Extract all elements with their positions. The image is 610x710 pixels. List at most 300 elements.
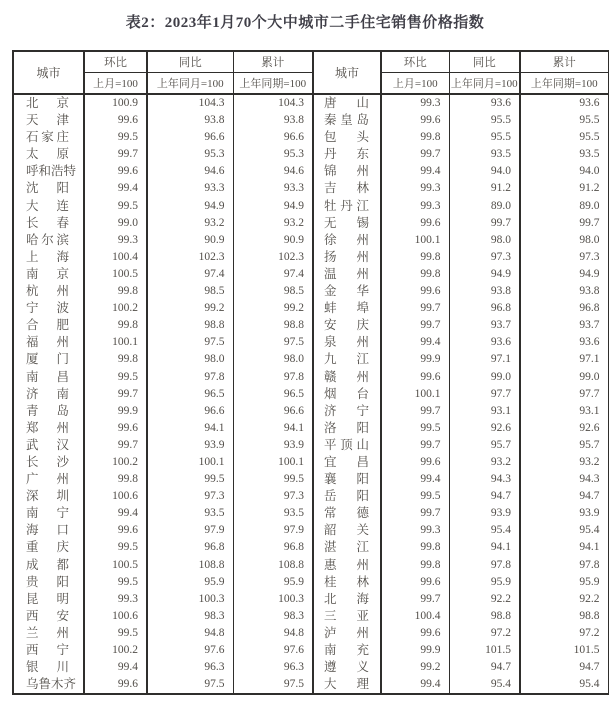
value-cell: 99.6 xyxy=(381,283,449,300)
value-cell: 101.5 xyxy=(573,644,600,656)
table-row xyxy=(13,454,608,471)
table-row xyxy=(13,471,608,488)
value-cell: 93.1 xyxy=(449,403,520,420)
city-cell: 湛江 xyxy=(313,539,381,556)
value-cell: 99.6 xyxy=(84,522,147,539)
value-cell: 100.1 xyxy=(84,334,147,351)
value-cell: 94.9 xyxy=(233,198,313,215)
table-row xyxy=(13,659,608,676)
value-cell: 96.5 xyxy=(233,386,313,403)
city-cell: 郑州 xyxy=(13,420,84,437)
value-cell: 96.3 xyxy=(233,659,313,676)
value-cell: 94.9 xyxy=(579,267,600,280)
value-cell: 99.5 xyxy=(84,129,147,146)
value-cell: 99.5 xyxy=(84,574,147,591)
value-cell: 95.4 xyxy=(449,522,520,539)
value-cell: 97.9 xyxy=(147,522,233,539)
city-cell: 徐州 xyxy=(313,232,381,249)
value-cell: 104.3 xyxy=(233,94,313,112)
value-cell: 89.0 xyxy=(449,198,520,215)
value-cell: 98.8 xyxy=(233,317,313,334)
value-cell: 95.7 xyxy=(579,438,600,451)
table-header xyxy=(13,51,608,94)
value-cell: 97.4 xyxy=(147,266,233,283)
value-cell: 100.2 xyxy=(84,300,147,317)
city-cell: 烟台 xyxy=(313,386,381,403)
value-cell: 97.1 xyxy=(449,351,520,368)
city-cell: 济南 xyxy=(13,386,84,403)
city-cell: 重庆 xyxy=(13,539,84,556)
value-cell: 94.9 xyxy=(147,198,233,215)
value-cell: 94.1 xyxy=(233,420,313,437)
table-row xyxy=(13,539,608,556)
value-cell: 104.3 xyxy=(147,94,233,112)
value-cell: 99.4 xyxy=(84,505,147,522)
city-cell: 沈阳 xyxy=(13,180,84,197)
city-cell: 遵义 xyxy=(313,659,381,676)
value-cell: 99.9 xyxy=(381,642,449,659)
value-cell: 94.1 xyxy=(449,539,520,556)
city-cell: 三亚 xyxy=(313,608,381,625)
value-cell: 99.4 xyxy=(381,676,449,694)
value-cell: 100.5 xyxy=(84,266,147,283)
value-cell: 93.6 xyxy=(579,97,600,109)
value-cell: 97.6 xyxy=(233,642,313,659)
table-row xyxy=(13,317,608,334)
value-cell: 97.8 xyxy=(579,558,600,571)
value-cell: 102.3 xyxy=(233,249,313,266)
value-cell: 100.4 xyxy=(381,608,449,625)
value-cell: 93.2 xyxy=(233,215,313,232)
value-cell: 97.3 xyxy=(449,249,520,266)
value-cell: 102.3 xyxy=(147,249,233,266)
city-cell: 宁波 xyxy=(13,300,84,317)
value-cell: 99.5 xyxy=(84,539,147,556)
value-cell: 99.3 xyxy=(381,198,449,215)
city-cell: 扬州 xyxy=(313,249,381,266)
value-cell: 94.3 xyxy=(579,473,600,486)
value-cell: 93.8 xyxy=(233,112,313,129)
value-cell: 93.5 xyxy=(147,505,233,522)
value-cell: 98.3 xyxy=(233,608,313,625)
value-cell: 99.4 xyxy=(84,659,147,676)
value-cell: 95.9 xyxy=(147,574,233,591)
value-cell: 96.3 xyxy=(147,659,233,676)
header-city-right: 城市 xyxy=(313,51,381,94)
value-cell: 92.6 xyxy=(449,420,520,437)
value-cell: 97.5 xyxy=(147,334,233,351)
value-cell: 99.8 xyxy=(84,317,147,334)
value-cell: 96.6 xyxy=(147,403,233,420)
value-cell: 95.9 xyxy=(579,575,600,588)
city-cell: 大连 xyxy=(13,198,84,215)
city-cell: 襄阳 xyxy=(313,471,381,488)
table-row xyxy=(13,608,608,625)
value-cell: 98.5 xyxy=(233,283,313,300)
value-cell: 100.3 xyxy=(233,591,313,608)
header-mom-right: 环比 xyxy=(381,51,449,73)
value-cell: 94.0 xyxy=(449,163,520,180)
city-cell: 厦门 xyxy=(13,351,84,368)
city-cell: 洛阳 xyxy=(313,420,381,437)
value-cell: 98.8 xyxy=(579,609,600,622)
value-cell: 99.7 xyxy=(381,317,449,334)
value-cell: 100.9 xyxy=(84,94,147,112)
value-cell: 101.5 xyxy=(449,642,520,659)
value-cell: 99.7 xyxy=(84,146,147,163)
city-cell: 温州 xyxy=(313,266,381,283)
value-cell: 95.4 xyxy=(449,676,520,694)
value-cell: 99.7 xyxy=(381,591,449,608)
table-row xyxy=(13,232,608,249)
header-cum-base-right: 上年同期=100 xyxy=(520,73,608,95)
value-cell: 96.8 xyxy=(233,539,313,556)
value-cell: 108.8 xyxy=(147,557,233,574)
value-cell: 99.6 xyxy=(381,625,449,642)
table-row xyxy=(13,676,608,694)
city-cell: 济宁 xyxy=(313,403,381,420)
header-yoy-left: 同比 xyxy=(147,51,233,73)
header-mom-base-left: 上月=100 xyxy=(84,73,147,95)
value-cell: 99.3 xyxy=(381,522,449,539)
value-cell: 99.6 xyxy=(381,215,449,232)
value-cell: 100.2 xyxy=(84,454,147,471)
table-row xyxy=(13,522,608,539)
value-cell: 99.6 xyxy=(381,454,449,471)
city-cell: 蚌埠 xyxy=(313,300,381,317)
table-row xyxy=(13,129,608,146)
value-cell: 98.0 xyxy=(147,351,233,368)
header-cum-left: 累计 xyxy=(233,51,313,73)
value-cell: 99.2 xyxy=(381,659,449,676)
table-row xyxy=(13,300,608,317)
value-cell: 99.7 xyxy=(381,146,449,163)
city-cell: 兰州 xyxy=(13,625,84,642)
value-cell: 94.6 xyxy=(233,163,313,180)
value-cell: 99.3 xyxy=(84,232,147,249)
value-cell: 99.7 xyxy=(84,437,147,454)
value-cell: 97.8 xyxy=(147,369,233,386)
table-row xyxy=(13,180,608,197)
value-cell: 99.8 xyxy=(381,249,449,266)
value-cell: 99.8 xyxy=(84,283,147,300)
table-row xyxy=(13,591,608,608)
city-cell: 深圳 xyxy=(13,488,84,505)
city-cell: 包头 xyxy=(313,129,381,146)
city-cell: 北京 xyxy=(13,94,84,112)
value-cell: 92.6 xyxy=(579,421,600,434)
value-cell: 99.5 xyxy=(84,198,147,215)
value-cell: 100.6 xyxy=(84,608,147,625)
city-cell: 吉林 xyxy=(313,180,381,197)
city-cell: 北海 xyxy=(313,591,381,608)
value-cell: 99.2 xyxy=(233,300,313,317)
city-cell: 南充 xyxy=(313,642,381,659)
value-cell: 100.1 xyxy=(381,386,449,403)
value-cell: 98.8 xyxy=(147,317,233,334)
value-cell: 93.5 xyxy=(233,505,313,522)
value-cell: 89.0 xyxy=(579,199,600,212)
value-cell: 99.5 xyxy=(84,369,147,386)
value-cell: 94.7 xyxy=(449,488,520,505)
city-cell: 昆明 xyxy=(13,591,84,608)
value-cell: 99.7 xyxy=(381,403,449,420)
value-cell: 99.8 xyxy=(84,471,147,488)
value-cell: 94.1 xyxy=(579,541,600,554)
table-row xyxy=(13,283,608,300)
value-cell: 99.3 xyxy=(381,180,449,197)
value-cell: 99.6 xyxy=(381,112,449,129)
header-cum-base-left: 上年同期=100 xyxy=(233,73,313,95)
table-row xyxy=(13,369,608,386)
value-cell: 97.8 xyxy=(233,369,313,386)
value-cell: 97.9 xyxy=(233,522,313,539)
city-cell: 宜昌 xyxy=(313,454,381,471)
city-cell: 西安 xyxy=(13,608,84,625)
city-cell: 岳阳 xyxy=(313,488,381,505)
value-cell: 97.3 xyxy=(147,488,233,505)
value-cell: 99.4 xyxy=(84,180,147,197)
table-row xyxy=(13,642,608,659)
table-row xyxy=(13,249,608,266)
value-cell: 94.6 xyxy=(147,163,233,180)
value-cell: 92.2 xyxy=(579,592,600,605)
value-cell: 94.3 xyxy=(449,471,520,488)
value-cell: 97.8 xyxy=(449,557,520,574)
value-cell: 94.7 xyxy=(579,490,600,503)
header-city-left: 城市 xyxy=(13,51,84,94)
value-cell: 99.2 xyxy=(147,300,233,317)
value-cell: 98.5 xyxy=(147,283,233,300)
value-cell: 93.8 xyxy=(579,285,600,298)
table-body xyxy=(13,94,608,694)
table-row xyxy=(13,437,608,454)
city-cell: 广州 xyxy=(13,471,84,488)
value-cell: 97.5 xyxy=(233,334,313,351)
city-cell: 泸州 xyxy=(313,625,381,642)
value-cell: 93.7 xyxy=(579,319,600,332)
value-cell: 93.9 xyxy=(233,437,313,454)
header-mom-left: 环比 xyxy=(84,51,147,73)
value-cell: 99.0 xyxy=(579,370,600,383)
value-cell: 108.8 xyxy=(233,557,313,574)
value-cell: 93.6 xyxy=(449,94,520,112)
city-cell: 西宁 xyxy=(13,642,84,659)
city-cell: 福州 xyxy=(13,334,84,351)
city-cell: 银川 xyxy=(13,659,84,676)
city-cell: 无锡 xyxy=(313,215,381,232)
value-cell: 97.2 xyxy=(449,625,520,642)
value-cell: 99.6 xyxy=(381,574,449,591)
value-cell: 91.2 xyxy=(579,182,600,195)
value-cell: 96.8 xyxy=(579,302,600,315)
value-cell: 97.6 xyxy=(147,642,233,659)
value-cell: 95.3 xyxy=(233,146,313,163)
table-row xyxy=(13,403,608,420)
value-cell: 97.3 xyxy=(579,250,600,263)
value-cell: 97.1 xyxy=(579,353,600,366)
city-cell: 韶关 xyxy=(313,522,381,539)
value-cell: 99.4 xyxy=(381,163,449,180)
city-cell: 太原 xyxy=(13,146,84,163)
city-cell: 天津 xyxy=(13,112,84,129)
table-row xyxy=(13,334,608,351)
table-row xyxy=(13,266,608,283)
city-cell: 哈尔滨 xyxy=(13,232,84,249)
value-cell: 92.2 xyxy=(449,591,520,608)
value-cell: 100.1 xyxy=(147,454,233,471)
value-cell: 97.3 xyxy=(233,488,313,505)
table-row xyxy=(13,146,608,163)
city-cell: 安庆 xyxy=(313,317,381,334)
value-cell: 96.6 xyxy=(233,403,313,420)
price-index-table xyxy=(12,50,609,695)
value-cell: 96.6 xyxy=(233,129,313,146)
value-cell: 93.2 xyxy=(449,454,520,471)
value-cell: 97.2 xyxy=(579,626,600,639)
table-row xyxy=(13,215,608,232)
value-cell: 100.1 xyxy=(233,454,313,471)
city-cell: 大理 xyxy=(313,676,381,694)
header-row-groups xyxy=(13,51,608,73)
value-cell: 99.3 xyxy=(84,591,147,608)
value-cell: 94.7 xyxy=(579,661,600,674)
city-cell: 长春 xyxy=(13,215,84,232)
city-cell: 合肥 xyxy=(13,317,84,334)
value-cell: 93.5 xyxy=(579,148,600,161)
value-cell: 95.5 xyxy=(579,131,600,144)
city-cell: 南京 xyxy=(13,266,84,283)
city-cell: 惠州 xyxy=(313,557,381,574)
value-cell: 94.8 xyxy=(147,625,233,642)
value-cell: 93.9 xyxy=(579,507,600,520)
value-cell: 96.6 xyxy=(147,129,233,146)
value-cell: 93.8 xyxy=(147,112,233,129)
value-cell: 93.3 xyxy=(147,180,233,197)
city-cell: 青岛 xyxy=(13,403,84,420)
value-cell: 99.0 xyxy=(449,369,520,386)
city-cell: 上海 xyxy=(13,249,84,266)
value-cell: 94.9 xyxy=(449,266,520,283)
city-cell: 锦州 xyxy=(313,163,381,180)
value-cell: 99.5 xyxy=(147,471,233,488)
city-cell: 武汉 xyxy=(13,437,84,454)
value-cell: 95.5 xyxy=(579,114,600,127)
city-cell: 长沙 xyxy=(13,454,84,471)
header-row-bases xyxy=(13,73,608,95)
city-cell: 乌鲁木齐 xyxy=(13,676,84,694)
value-cell: 99.7 xyxy=(381,300,449,317)
value-cell: 90.9 xyxy=(147,232,233,249)
city-cell: 牡丹江 xyxy=(313,198,381,215)
value-cell: 93.6 xyxy=(579,336,600,349)
city-cell: 海口 xyxy=(13,522,84,539)
table-row xyxy=(13,574,608,591)
value-cell: 100.2 xyxy=(84,642,147,659)
value-cell: 96.5 xyxy=(147,386,233,403)
value-cell: 99.5 xyxy=(84,625,147,642)
value-cell: 98.0 xyxy=(233,351,313,368)
value-cell: 91.2 xyxy=(449,180,520,197)
value-cell: 100.3 xyxy=(147,591,233,608)
value-cell: 99.6 xyxy=(84,420,147,437)
table-row xyxy=(13,94,608,112)
value-cell: 94.8 xyxy=(233,625,313,642)
value-cell: 98.0 xyxy=(579,233,600,246)
value-cell: 99.9 xyxy=(381,351,449,368)
header-cum-right: 累计 xyxy=(520,51,608,73)
city-cell: 石家庄 xyxy=(13,129,84,146)
table-row xyxy=(13,557,608,574)
value-cell: 94.1 xyxy=(147,420,233,437)
city-cell: 呼和浩特 xyxy=(13,163,84,180)
value-cell: 93.7 xyxy=(449,317,520,334)
value-cell: 99.7 xyxy=(579,216,600,229)
value-cell: 100.1 xyxy=(381,232,449,249)
value-cell: 93.3 xyxy=(233,180,313,197)
value-cell: 99.6 xyxy=(84,112,147,129)
page-title: 表2：2023年1月70个大中城市二手住宅销售价格指数 xyxy=(125,15,485,31)
value-cell: 99.8 xyxy=(381,129,449,146)
value-cell: 93.8 xyxy=(449,283,520,300)
value-cell: 95.5 xyxy=(449,112,520,129)
header-yoy-base-right: 上年同月=100 xyxy=(449,73,520,95)
value-cell: 96.8 xyxy=(449,300,520,317)
city-cell: 赣州 xyxy=(313,369,381,386)
header-mom-base-right: 上月=100 xyxy=(381,73,449,95)
city-cell: 平顶山 xyxy=(313,437,381,454)
value-cell: 93.5 xyxy=(449,146,520,163)
value-cell: 93.2 xyxy=(579,455,600,468)
value-cell: 98.8 xyxy=(449,608,520,625)
value-cell: 99.9 xyxy=(84,403,147,420)
value-cell: 99.7 xyxy=(381,437,449,454)
city-cell: 九江 xyxy=(313,351,381,368)
value-cell: 95.9 xyxy=(449,574,520,591)
table-row xyxy=(13,488,608,505)
table-row xyxy=(13,386,608,403)
value-cell: 97.7 xyxy=(579,387,600,400)
value-cell: 99.8 xyxy=(381,539,449,556)
city-cell: 泉州 xyxy=(313,334,381,351)
value-cell: 97.7 xyxy=(449,386,520,403)
city-cell: 秦皇岛 xyxy=(313,112,381,129)
value-cell: 99.7 xyxy=(84,386,147,403)
value-cell: 96.8 xyxy=(147,539,233,556)
city-cell: 常德 xyxy=(313,505,381,522)
table-row xyxy=(13,505,608,522)
value-cell: 93.6 xyxy=(449,334,520,351)
header-yoy-base-left: 上年同月=100 xyxy=(147,73,233,95)
value-cell: 99.7 xyxy=(449,215,520,232)
value-cell: 97.5 xyxy=(147,676,233,694)
value-cell: 99.4 xyxy=(381,471,449,488)
value-cell: 100.5 xyxy=(84,557,147,574)
value-cell: 99.5 xyxy=(233,471,313,488)
header-yoy-right: 同比 xyxy=(449,51,520,73)
value-cell: 99.5 xyxy=(381,488,449,505)
value-cell: 95.3 xyxy=(147,146,233,163)
value-cell: 95.7 xyxy=(449,437,520,454)
value-cell: 99.4 xyxy=(381,334,449,351)
value-cell: 99.6 xyxy=(381,369,449,386)
value-cell: 100.4 xyxy=(84,249,147,266)
value-cell: 98.3 xyxy=(147,608,233,625)
value-cell: 100.6 xyxy=(84,488,147,505)
value-cell: 95.4 xyxy=(579,524,600,537)
value-cell: 93.9 xyxy=(449,505,520,522)
value-cell: 99.8 xyxy=(381,266,449,283)
